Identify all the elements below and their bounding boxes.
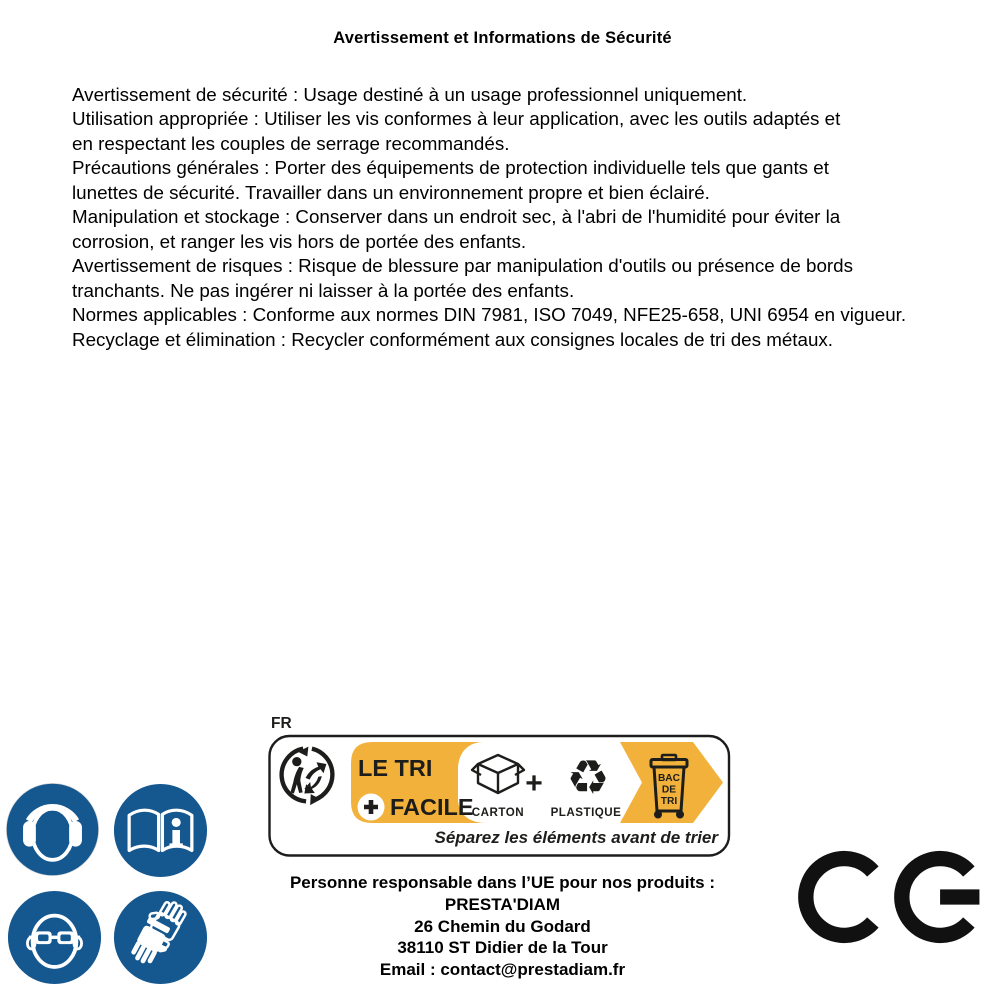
safety-text-block bbox=[72, 83, 982, 352]
material-carton-label: CARTON bbox=[471, 806, 525, 819]
wear-ear-protection-icon bbox=[5, 782, 100, 877]
bin-label-line2: DE bbox=[661, 784, 677, 796]
headline-line2: FACILE bbox=[390, 794, 474, 820]
safety-text-line: Normes applicables : Conforme aux normes DIN 7981, ISO 7049, NFE25-658, UNI 6954 en vigueur. bbox=[72, 304, 907, 326]
page-title: Avertissement et Informations de Sécurité bbox=[333, 29, 672, 47]
safety-text-line: corrosion, et ranger les vis hors de portée des enfants. bbox=[72, 230, 527, 252]
material-plastique-label: PLASTIQUE bbox=[550, 806, 622, 819]
safety-text-line: Avertissement de risques : Risque de blessure par manipulation d'outils ou présence de bords bbox=[72, 255, 854, 277]
bin-label-line3: TRI bbox=[660, 796, 678, 807]
headline-line1: LE TRI bbox=[358, 755, 433, 781]
read-instruction-manual-icon bbox=[113, 783, 208, 878]
safety-text-line: lunettes de sécurité. Travailler dans un environnement propre et bien éclairé. bbox=[72, 181, 710, 203]
safety-text-line: en respectant les couples de serrage recommandés. bbox=[72, 132, 510, 154]
recycling-sorting-label bbox=[268, 712, 731, 858]
safety-text-line: Précautions générales : Porter des équipements de protection individuelle tels que gants et bbox=[72, 157, 829, 179]
address-city: 38110 ST Didier de la Tour bbox=[397, 938, 608, 958]
company-name: PRESTA'DIAM bbox=[444, 894, 561, 914]
country-code-label: FR bbox=[271, 715, 292, 732]
sorting-tagline: Séparez les éléments avant de trier bbox=[434, 828, 718, 847]
safety-text-line: Manipulation et stockage : Conserver dans un endroit sec, à l'abri de l'humidité pour éviter la bbox=[72, 206, 841, 228]
materials-joiner: + bbox=[525, 767, 543, 800]
ce-marking-icon bbox=[798, 841, 990, 953]
address-street: 26 Chemin du Godard bbox=[414, 916, 591, 936]
responsible-line: Personne responsable dans l’UE pour nos produits : bbox=[289, 873, 716, 892]
safety-text-line: tranchants. Ne pas ingérer ni laisser à la portée des enfants. bbox=[72, 279, 575, 301]
safety-text-line: Recyclage et élimination : Recycler conformément aux consignes locales de tri des métaux. bbox=[72, 328, 833, 350]
contact-email: Email : contact@prestadiam.fr bbox=[379, 960, 626, 980]
safety-text-line: Avertissement de sécurité : Usage destiné à un usage professionnel uniquement. bbox=[72, 84, 748, 105]
bin-label-line1: BAC bbox=[657, 773, 681, 784]
recycling-symbol-icon: ♻ bbox=[566, 750, 610, 806]
safety-text-line: Utilisation appropriée : Utiliser les vis conformes à leur application, avec les outils adaptés et bbox=[72, 108, 841, 130]
